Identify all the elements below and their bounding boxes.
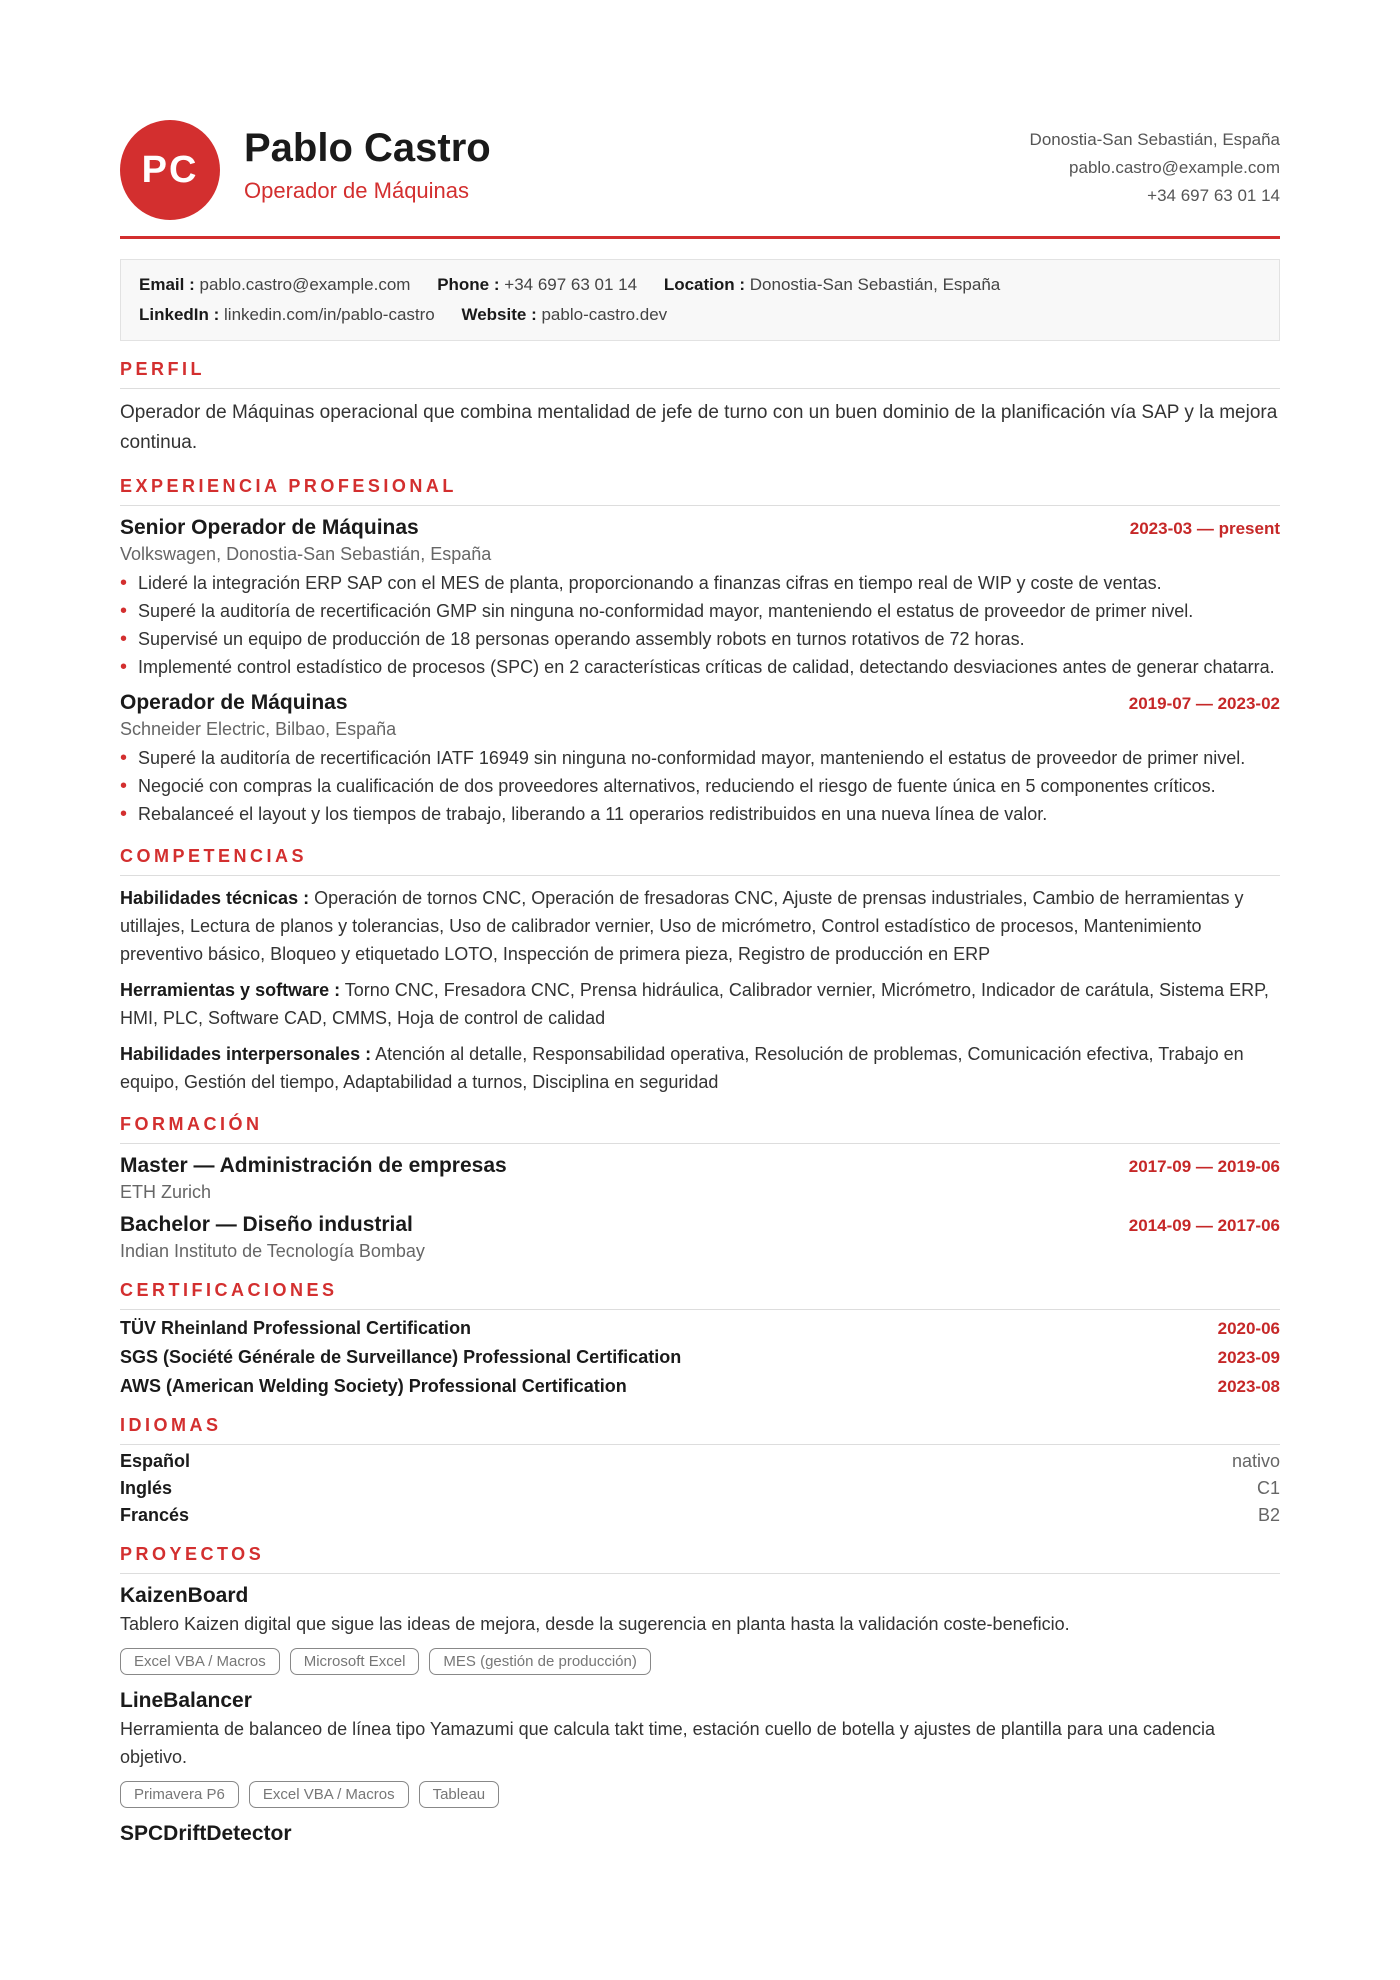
section-title-experience: EXPERIENCIA PROFESIONAL	[120, 476, 1280, 506]
job-bullet: • Negocié con compras la cualificación de dos proveedores alternativos, reduciendo el riesgo de fuente única en 5 componentes críticos.	[120, 772, 1280, 800]
job-bullet: • Superé la auditoría de recertificación GMP sin ninguna no-conformidad mayor, manteniendo el estatus de proveedor de primer nivel.	[120, 597, 1280, 625]
tech-tag: Microsoft Excel	[290, 1648, 420, 1675]
contact-row-2	[139, 300, 1261, 330]
education-entry	[120, 1213, 1280, 1262]
language-level: B2	[1257, 1505, 1280, 1525]
skill-group-label: Herramientas y software :	[120, 980, 341, 1000]
header-location: Donostia-San Sebastián, España	[1029, 130, 1280, 149]
section-title-projects: PROYECTOS	[120, 1544, 1280, 1574]
language-row	[120, 1451, 1280, 1472]
certification-date: 2023-08	[1217, 1377, 1280, 1396]
candidate-role: Operador de Máquinas	[244, 178, 470, 203]
job-title: Senior Operador de Máquinas	[120, 516, 419, 539]
experience-list	[120, 516, 1280, 828]
job-company: Volkswagen, Donostia-San Sebastián, España	[120, 544, 492, 564]
job-bullet: • Superé la auditoría de recertificación IATF 16949 sin ninguna no-conformidad mayor, manteniendo el estatus de proveedor de primer nivel.	[120, 744, 1280, 772]
degree-title: Bachelor — Diseño industrial	[120, 1213, 413, 1236]
profile-summary: Operador de Máquinas operacional que combina mentalidad de jefe de turno con un buen dominio de la planificación vía SAP y la mejora continua.	[120, 402, 1278, 453]
job-dates: 2023-03 — present	[1129, 519, 1280, 538]
language-row	[120, 1478, 1280, 1499]
tech-tag: Tableau	[419, 1781, 500, 1808]
website-label: Website :	[461, 305, 537, 324]
project-entry	[120, 1822, 1280, 1846]
tech-tag: Excel VBA / Macros	[120, 1648, 280, 1675]
email-value[interactable]: pablo.castro@example.com	[199, 275, 411, 294]
project-description: Tablero Kaizen digital que sigue las ideas de mejora, desde la sugerencia en planta hasta la validación coste-beneficio.	[120, 1614, 1070, 1634]
language-name: Francés	[120, 1505, 190, 1525]
candidate-name: Pablo Castro	[244, 126, 491, 170]
certification-row	[120, 1347, 1280, 1368]
website-link[interactable]: pablo-castro.dev	[541, 305, 668, 324]
language-name: Inglés	[120, 1478, 173, 1498]
project-name: KaizenBoard	[120, 1584, 249, 1607]
contact-linkedin	[139, 305, 435, 324]
skill-group-value: Atención al detalle, Responsabilidad operativa, Resolución de problemas, Comunicación efectiva, Trabajo en equipo, Gestión del tiempo, Adaptabilidad a turnos, Disciplina en seguridad	[120, 1044, 1244, 1092]
tech-tag: MES (gestión de producción)	[429, 1648, 650, 1675]
skill-group-label: Habilidades interpersonales :	[120, 1044, 372, 1064]
phone-value[interactable]: +34 697 63 01 14	[504, 275, 638, 294]
school-name: ETH Zurich	[120, 1182, 212, 1202]
degree-dates: 2017-09 — 2019-06	[1128, 1157, 1280, 1176]
tech-tag: Primavera P6	[120, 1781, 239, 1808]
certification-row	[120, 1376, 1280, 1397]
phone-label: Phone :	[437, 275, 500, 294]
avatar: PC	[120, 120, 220, 220]
contact-phone	[437, 275, 637, 294]
section-title-profile: PERFIL	[120, 359, 1280, 389]
contact-website	[461, 305, 667, 324]
job-company: Schneider Electric, Bilbao, España	[120, 719, 397, 739]
job-bullet: • Lideré la integración ERP SAP con el MES de planta, proporcionando a finanzas cifras en tiempo real de WIP y coste de ventas.	[120, 569, 1280, 597]
experience-entry	[120, 691, 1280, 828]
job-bullet: • Implementé control estadístico de procesos (SPC) en 2 características críticas de calidad, detectando desviaciones antes de generar chatarra.	[120, 653, 1280, 681]
skill-group-value: Operación de tornos CNC, Operación de fresadoras CNC, Ajuste de prensas industriales, Cambio de herramientas y utillajes, Lectura de planos y tolerancias, Uso de calibrador vernier, Uso de micrómetro, Control estadístico de procesos, Mantenimiento preventivo básico, Bloqueo y etiquetado LOTO, Inspección de primera pieza, Registro de producción en ERP	[120, 888, 1244, 964]
section-title-education: FORMACIÓN	[120, 1114, 1280, 1144]
section-title-skills: COMPETENCIAS	[120, 846, 1280, 876]
job-bullet: • Supervisé un equipo de producción de 18 personas operando assembly robots en turnos rotativos de 72 horas.	[120, 625, 1280, 653]
language-level: nativo	[1231, 1451, 1280, 1471]
contact-location	[664, 275, 1000, 294]
contact-row-1	[139, 270, 1261, 300]
location-label: Location :	[663, 275, 746, 294]
skill-group	[120, 1040, 1280, 1096]
contact-info-box	[120, 259, 1280, 341]
language-name: Español	[120, 1451, 191, 1471]
certification-row	[120, 1318, 1280, 1339]
job-title: Operador de Máquinas	[120, 691, 348, 714]
section-title-certifications: CERTIFICACIONES	[120, 1280, 1280, 1310]
job-bullet: • Rebalanceé el layout y los tiempos de trabajo, liberando a 11 operarios redistribuidos en una nueva línea de valor.	[120, 800, 1280, 828]
certification-date: 2020-06	[1217, 1319, 1280, 1338]
project-tags	[120, 1781, 1280, 1808]
section-title-languages: IDIOMAS	[120, 1415, 1280, 1445]
project-entry	[120, 1584, 1280, 1675]
certification-date: 2023-09	[1217, 1348, 1280, 1367]
certification-name: SGS (Société Générale de Surveillance) Professional Certification	[120, 1347, 682, 1367]
project-name: LineBalancer	[120, 1689, 252, 1712]
tech-tag: Excel VBA / Macros	[249, 1781, 409, 1808]
linkedin-label: LinkedIn :	[139, 305, 220, 324]
skill-group-value: Torno CNC, Fresadora CNC, Prensa hidráulica, Calibrador vernier, Micrómetro, Indicador de carátula, Sistema ERP, HMI, PLC, Software CAD, CMMS, Hoja de control de calidad	[120, 980, 1269, 1028]
school-name: Indian Instituto de Tecnología Bombay	[120, 1241, 425, 1261]
header-phone[interactable]: +34 697 63 01 14	[1147, 186, 1280, 205]
header-contact	[1030, 126, 1280, 210]
certification-name: AWS (American Welding Society) Professional Certification	[120, 1376, 627, 1396]
project-name: SPCDriftDetector	[120, 1822, 292, 1845]
language-level: C1	[1256, 1478, 1280, 1498]
project-tags	[120, 1648, 1280, 1675]
skill-group	[120, 884, 1280, 968]
skill-group-label: Habilidades técnicas :	[120, 888, 310, 908]
degree-dates: 2014-09 — 2017-06	[1128, 1216, 1280, 1235]
resume-header	[120, 120, 1280, 239]
project-description: Herramienta de balanceo de línea tipo Yamazumi que calcula takt time, estación cuello de botella y ajustes de plantilla para una cadencia objetivo.	[120, 1719, 1216, 1767]
language-row	[120, 1505, 1280, 1526]
project-entry	[120, 1689, 1280, 1808]
certification-name: TÜV Rheinland Professional Certification	[120, 1318, 472, 1338]
linkedin-link[interactable]: linkedin.com/in/pablo-castro	[224, 305, 435, 324]
experience-entry	[120, 516, 1280, 681]
education-entry	[120, 1154, 1280, 1203]
header-email[interactable]: pablo.castro@example.com	[1069, 158, 1280, 177]
job-bullets	[120, 569, 1280, 681]
location-value: Donostia-San Sebastián, España	[749, 275, 1001, 294]
email-label: Email :	[139, 275, 195, 294]
degree-title: Master — Administración de empresas	[120, 1154, 507, 1177]
job-dates: 2019-07 — 2023-02	[1128, 694, 1280, 713]
skill-group	[120, 976, 1280, 1032]
contact-email	[139, 275, 410, 294]
job-bullets	[120, 744, 1280, 828]
